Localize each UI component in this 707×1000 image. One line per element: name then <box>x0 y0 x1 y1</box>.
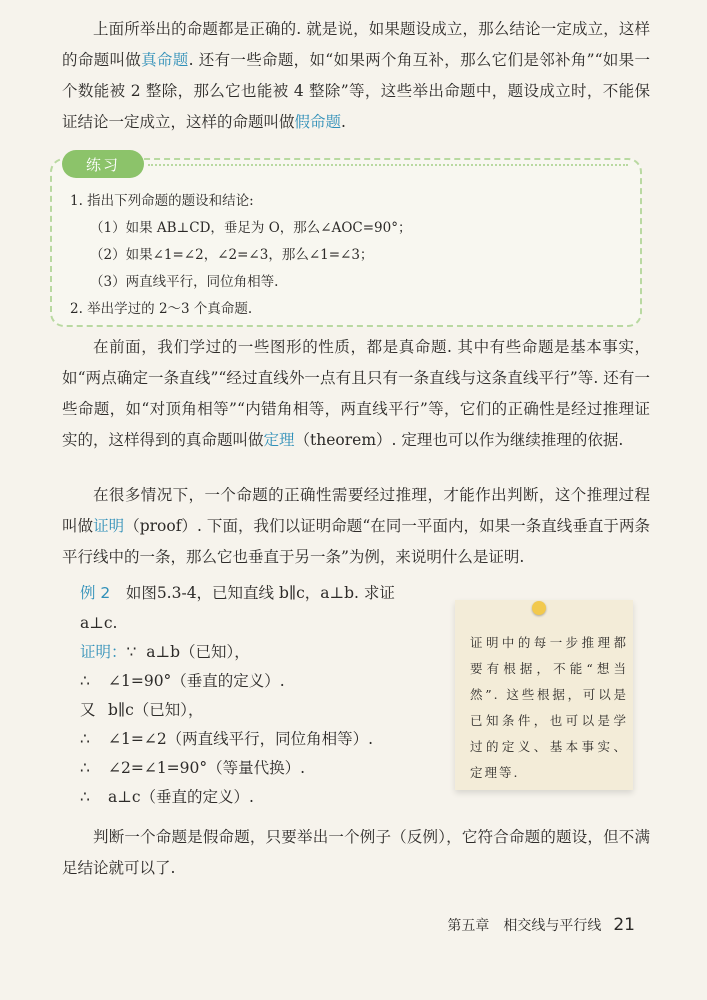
page-footer <box>447 915 635 935</box>
proof-step <box>80 754 373 783</box>
proof-paragraph <box>62 480 650 573</box>
proof-mark: ∴ <box>80 672 90 690</box>
proof-text: a⊥b（已知）， <box>146 643 250 661</box>
example-label: 例 2 <box>80 584 111 602</box>
exercise-list <box>70 188 411 323</box>
pushpin-icon <box>532 601 546 615</box>
exercise-item: （3）两直线平行，同位角相等. <box>90 274 279 290</box>
proof-step <box>80 638 373 667</box>
proof-mark: ∴ <box>80 759 90 777</box>
proof-step <box>80 783 373 812</box>
theorem-paragraph <box>62 332 650 456</box>
proof-mark: 又 <box>80 701 96 719</box>
intro-text-3: . <box>341 113 346 131</box>
example-statement <box>80 578 430 638</box>
proof-text: b∥c（已知）， <box>108 701 204 719</box>
exercise-item: （2）如果∠1=∠2，∠2=∠3，那么∠1=∠3； <box>90 247 374 263</box>
proof-steps <box>80 638 373 812</box>
exercise-item: 2. 举出学过的 2～3 个真命题. <box>70 301 253 317</box>
proof-step <box>80 725 373 754</box>
proof-text: ∠1=∠2（两直线平行，同位角相等）. <box>108 730 374 748</box>
exercise-item: 1. 指出下列命题的题设和结论: <box>70 193 254 209</box>
proof-step <box>80 696 373 725</box>
example-text: 如图5.3-4，已知直线 b∥c，a⊥b. 求证 a⊥c. <box>80 584 395 632</box>
proof-mark: ∴ <box>80 788 90 806</box>
proof-text-2: （proof）. 下面，我们以证明命题“在同一平面内，如果一条直线垂直于两条平行线中的一条，那么它也垂直于另一条”为例，来说明什么是证明. <box>62 517 650 566</box>
term-theorem: 定理 <box>263 431 295 449</box>
proof-text: a⊥c（垂直的定义）. <box>108 788 254 806</box>
theorem-text-1: 在前面，我们学过的一些图形的性质，都是真命题. 其中有些命题是基本事实，如“两点确定一条直线”“经过直线外一点有且只有一条直线与这条直线平行”等. 还有一些命题，如“对顶角相等”“内错角相等，两直线平行”等，它们的正确性是经过推理证实的，这样得到的真命题叫做 <box>62 338 650 449</box>
intro-paragraph <box>62 14 650 138</box>
proof-prefix: 证明： <box>80 643 127 661</box>
proof-mark: ∴ <box>80 730 90 748</box>
page-number: 21 <box>613 915 635 935</box>
exercise-tab: 练习 <box>62 150 144 178</box>
side-note-text: 证明中的每一步推理都要有根据，不能“想当然”. 这些根据，可以是已知条件，也可以是学过的定义、基本事实、定理等. <box>470 635 628 780</box>
exercise-divider <box>148 164 628 166</box>
term-true-proposition: 真命题 <box>141 51 189 69</box>
exercise-item: （1）如果 AB⊥CD，垂足为 O，那么∠AOC=90°； <box>90 220 412 236</box>
proof-text: ∠2=∠1=90°（等量代换）. <box>108 759 306 777</box>
intro-text-2: . 还有一些命题，如“如果两个角互补，那么它们是邻补角”“如果一个数能被 2 整除，那么它也能被 4 整除”等，这些举出命题中，题设成立时，不能保证结论一定成立，这样的命题叫做 <box>62 51 650 131</box>
term-proof: 证明 <box>93 517 125 535</box>
proof-text-1: 在很多情况下，一个命题的正确性需要经过推理，才能作出判断，这个推理过程叫做 <box>62 486 650 535</box>
counterexample-paragraph <box>62 822 650 884</box>
proof-mark: ∵ <box>126 643 137 661</box>
theorem-text-2: （theorem）. 定理也可以作为继续推理的依据. <box>294 431 624 449</box>
proof-step <box>80 667 373 696</box>
term-false-proposition: 假命题 <box>294 113 342 131</box>
proof-text: ∠1=90°（垂直的定义）. <box>108 672 285 690</box>
counterexample-text: 判断一个命题是假命题，只要举出一个例子（反例），它符合命题的题设，但不满足结论就可以了. <box>62 828 650 877</box>
intro-text-1: 上面所举出的命题都是正确的. 就是说，如果题设成立，那么结论一定成立，这样的命题叫做 <box>62 20 650 69</box>
chapter-title: 第五章 相交线与平行线 <box>447 918 602 934</box>
